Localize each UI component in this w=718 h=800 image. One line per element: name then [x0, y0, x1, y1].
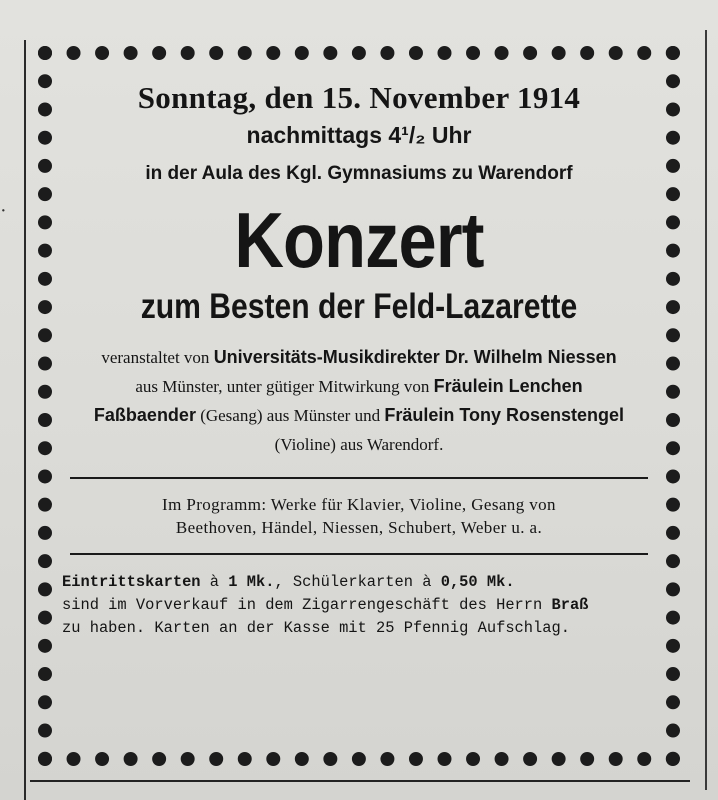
organizer-text: veranstaltet von — [101, 348, 214, 367]
concert-subtitle: zum Besten der Feld-Lazarette — [140, 287, 578, 326]
margin-mark: · — [0, 200, 7, 222]
organizer-text: (Gesang) aus Münster und — [195, 406, 385, 425]
organizer-line-4: (Violine) aus Warendorf. — [274, 435, 444, 454]
venue-line: in der Aula des Kgl. Gymnasiums zu Warendorf — [145, 163, 573, 184]
organizer-line-2 — [58, 372, 660, 401]
program-paragraph — [58, 493, 660, 539]
ticket-line-2 — [62, 594, 660, 617]
shop-owner-name: Braß — [551, 596, 589, 614]
ticket-line-3: zu haben. Karten an der Kasse mit 25 Pfennig Aufschlag. — [62, 619, 570, 637]
ticket-label: Eintrittskarten — [62, 573, 201, 591]
column-rule-right — [705, 30, 707, 790]
concert-title: Konzert — [234, 196, 484, 284]
ticket-text: , Schülerkarten à — [274, 573, 441, 591]
organizer-name: Universitäts-Musikdirekter Dr. Wilhelm Niessen — [213, 347, 617, 367]
organizer-paragraph — [58, 343, 660, 459]
performer-name: Fräulein Lenchen — [433, 376, 583, 396]
ticket-price: 1 Mk. — [228, 573, 275, 591]
ticket-text: à — [200, 573, 229, 591]
date-line: Sonntag, den 15. November 1914 — [137, 80, 581, 115]
ticket-text: sind im Vorverkauf in dem Zigarrengeschäft des Herrn — [62, 596, 552, 614]
ticket-line-1 — [62, 571, 660, 594]
performer-name: Faßbaender — [93, 405, 196, 425]
column-rule-left — [24, 40, 26, 800]
program-line-2: Beethoven, Händel, Niessen, Schubert, Weber u. a. — [175, 518, 543, 537]
divider-rule — [70, 553, 648, 555]
program-line-1: Im Programm: Werke für Klavier, Violine, Gesang von — [162, 495, 556, 514]
time-line: nachmittags 4¹/₂ Uhr — [246, 122, 472, 148]
performer-name: Fräulein Tony Rosenstengel — [384, 405, 625, 425]
organizer-line-3 — [58, 401, 660, 430]
student-ticket-price: 0,50 Mk. — [440, 573, 515, 591]
concert-notice — [58, 66, 660, 640]
organizer-text: aus Münster, unter gütiger Mitwirkung von — [135, 377, 434, 396]
ticket-paragraph — [58, 571, 660, 640]
divider-rule — [70, 477, 648, 479]
organizer-line-1 — [58, 343, 660, 372]
column-rule-bottom — [30, 780, 690, 782]
